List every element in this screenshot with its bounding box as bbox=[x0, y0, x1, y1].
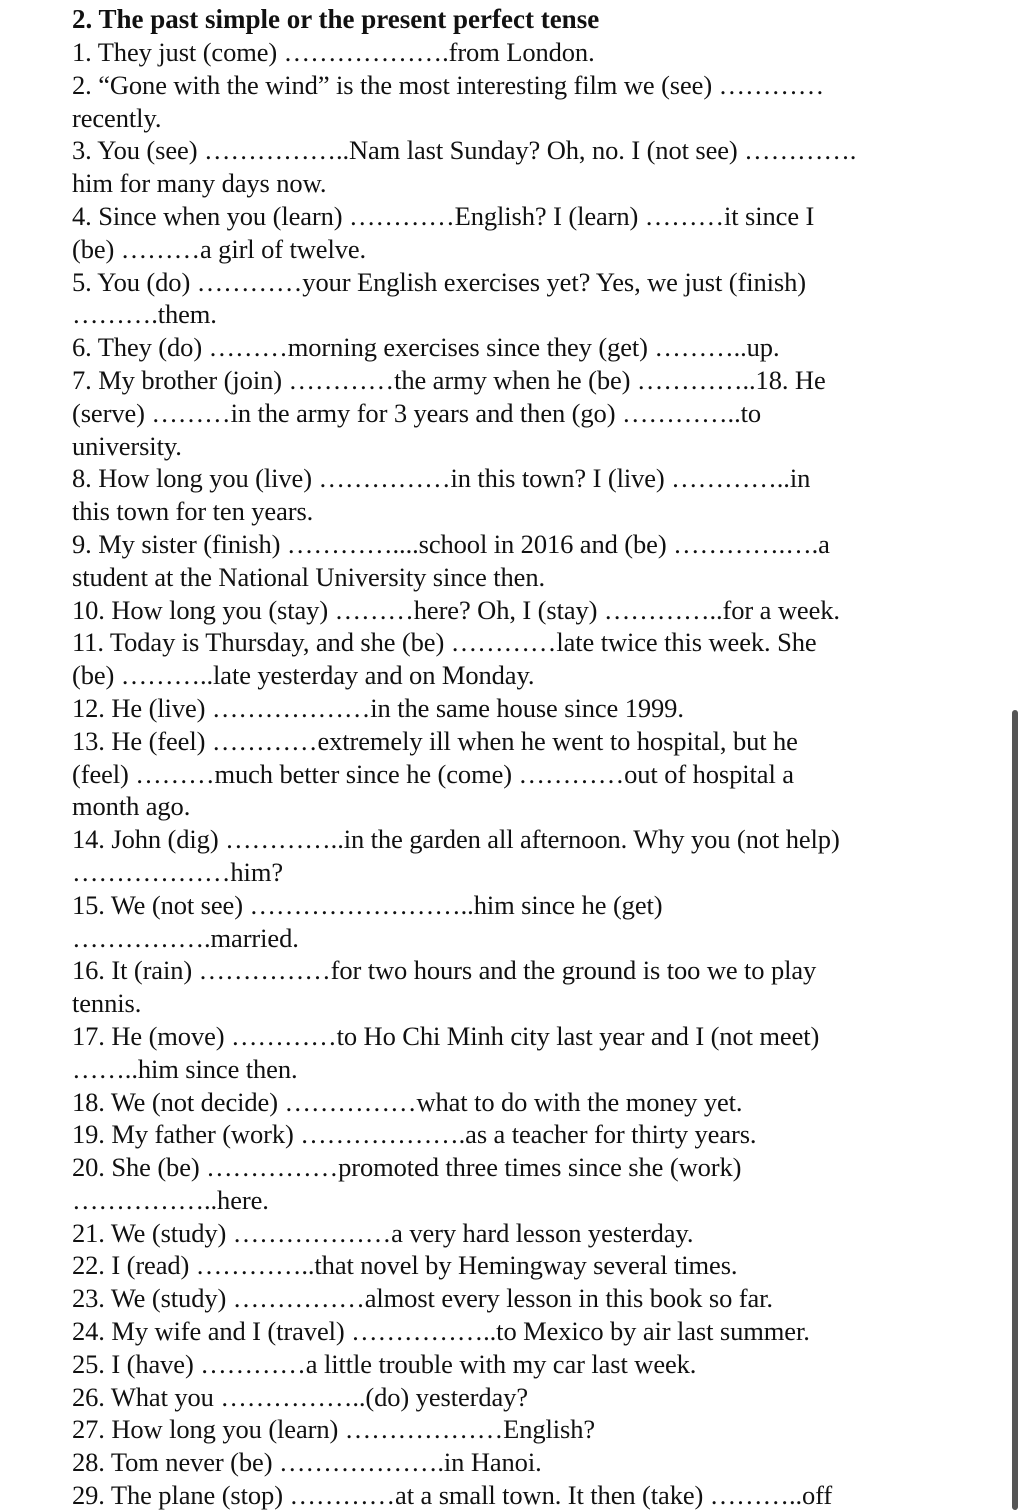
exercise-item bbox=[72, 1315, 952, 1348]
exercise-line: 9. My sister (finish) …………....school in 2016 and (be) ………….….a bbox=[72, 528, 830, 559]
exercise-line: 11. Today is Thursday, and she (be) …………late twice this week. She bbox=[72, 627, 817, 658]
exercise-item bbox=[72, 889, 952, 955]
exercise-line: (feel) ………much better since he (come) …………out of hospital a bbox=[72, 758, 794, 789]
exercise-item bbox=[72, 823, 952, 889]
exercise-item bbox=[72, 462, 952, 528]
exercise-item bbox=[72, 626, 952, 692]
exercise-line: 23. We (study) ……………almost every lesson in this book so far. bbox=[72, 1283, 773, 1314]
exercise-line: ………………him? bbox=[72, 856, 283, 887]
exercise-line: 14. John (dig) …………..in the garden all afternoon. Why you (not help) bbox=[72, 824, 840, 855]
exercise-line: university. bbox=[72, 430, 182, 461]
exercise-item bbox=[72, 1086, 952, 1119]
exercise-item bbox=[72, 954, 952, 1020]
exercise-line: 1. They just (come) ……………….from London. bbox=[72, 37, 595, 67]
exercise-item bbox=[72, 725, 952, 823]
exercise-line: 27. How long you (learn) ………………English? bbox=[72, 1414, 596, 1445]
exercise-line: 21. We (study) ………………a very hard lesson yesterday. bbox=[72, 1217, 694, 1248]
exercise-line: 6. They (do) ………morning exercises since they (get) ………..up. bbox=[72, 332, 780, 363]
exercise-line: (be) ………..late yesterday and on Monday. bbox=[72, 660, 535, 691]
exercise-item bbox=[72, 1381, 952, 1414]
exercise-line: student at the National University since then. bbox=[72, 561, 546, 592]
exercise-item bbox=[72, 594, 952, 627]
exercise-line: 17. He (move) …………to Ho Chi Minh city last year and I (not meet) bbox=[72, 1020, 820, 1051]
exercise-line: ……………..here. bbox=[72, 1184, 269, 1215]
exercise-line: 19. My father (work) ……………….as a teacher for thirty years. bbox=[72, 1119, 757, 1150]
exercise-line: recently. bbox=[72, 102, 162, 133]
exercise-item bbox=[72, 200, 952, 266]
exercise-line: 29. The plane (stop) …………at a small town. It then (take) ………..off bbox=[72, 1480, 833, 1511]
exercise-line: 20. She (be) ……………promoted three times since she (work) bbox=[72, 1152, 742, 1183]
exercise-line: 15. We (not see) ……………………..him since he (get) bbox=[72, 889, 663, 920]
exercise-line: month ago. bbox=[72, 791, 191, 822]
exercise-line: 28. Tom never (be) ……………….in Hanoi. bbox=[72, 1447, 542, 1478]
exercise-line: 3. You (see) ……………..Nam last Sunday? Oh, no. I (not see) …………. bbox=[72, 135, 857, 166]
exercise-item bbox=[72, 1282, 952, 1315]
exercise-item bbox=[72, 1217, 952, 1250]
exercise-line: 4. Since when you (learn) …………English? I (learn) ………it since I bbox=[72, 200, 815, 231]
exercise-item bbox=[72, 69, 952, 135]
exercise-line: 18. We (not decide) ……………what to do with the money yet. bbox=[72, 1086, 743, 1117]
exercise-item bbox=[72, 1151, 952, 1217]
exercise-line: 5. You (do) …………your English exercises yet? Yes, we just (finish) bbox=[72, 266, 806, 297]
exercise-item bbox=[72, 36, 952, 69]
exercise-line: 7. My brother (join) …………the army when he (be) …………..18. He bbox=[72, 364, 826, 395]
exercise-line: 10. How long you (stay) ………here? Oh, I (stay) …………..for a week. bbox=[72, 594, 840, 625]
exercise-line: tennis. bbox=[72, 988, 142, 1019]
exercise-line: ……..him since then. bbox=[72, 1053, 298, 1084]
exercise-list bbox=[72, 36, 952, 1512]
exercise-item bbox=[72, 1413, 952, 1446]
exercise-item bbox=[72, 1446, 952, 1479]
exercise-line: 12. He (live) ………………in the same house since 1999. bbox=[72, 692, 684, 723]
exercise-line: this town for ten years. bbox=[72, 496, 314, 527]
exercise-line: 13. He (feel) …………extremely ill when he went to hospital, but he bbox=[72, 725, 798, 756]
exercise-item bbox=[72, 1020, 952, 1086]
exercise-line: 24. My wife and I (travel) ……………..to Mexico by air last summer. bbox=[72, 1316, 810, 1347]
exercise-item bbox=[72, 1479, 952, 1512]
exercise-line: …………….married. bbox=[72, 922, 299, 953]
exercise-line: him for many days now. bbox=[72, 168, 327, 199]
exercise-item bbox=[72, 692, 952, 725]
exercise-item bbox=[72, 364, 952, 462]
exercise-line: 25. I (have) …………a little trouble with my car last week. bbox=[72, 1348, 697, 1379]
scrollbar-thumb[interactable] bbox=[1012, 710, 1018, 1510]
exercise-line: 8. How long you (live) ……………in this town? I (live) …………..in bbox=[72, 463, 811, 494]
vertical-scrollbar[interactable] bbox=[1012, 700, 1020, 1504]
section-title: 2. The past simple or the present perfect tense bbox=[72, 4, 600, 34]
exercise-item bbox=[72, 1118, 952, 1151]
exercise-line: 16. It (rain) ……………for two hours and the ground is too we to play bbox=[72, 955, 817, 986]
exercise-line: 2. “Gone with the wind” is the most interesting film we (see) ………… bbox=[72, 69, 825, 100]
exercise-line: 26. What you ……………..(do) yesterday? bbox=[72, 1381, 528, 1412]
exercise-line: 22. I (read) …………..that novel by Hemingway several times. bbox=[72, 1250, 738, 1281]
exercise-item bbox=[72, 1249, 952, 1282]
exercise-item bbox=[72, 1348, 952, 1381]
exercise-line: (serve) ………in the army for 3 years and then (go) …………..to bbox=[72, 397, 762, 428]
exercise-line: (be) ………a girl of twelve. bbox=[72, 233, 367, 264]
exercise-item bbox=[72, 134, 952, 200]
exercise-item bbox=[72, 266, 952, 332]
exercise-line: ……….them. bbox=[72, 299, 217, 330]
exercise-item bbox=[72, 331, 952, 364]
exercise-item bbox=[72, 528, 952, 594]
worksheet-page bbox=[72, 0, 952, 1512]
